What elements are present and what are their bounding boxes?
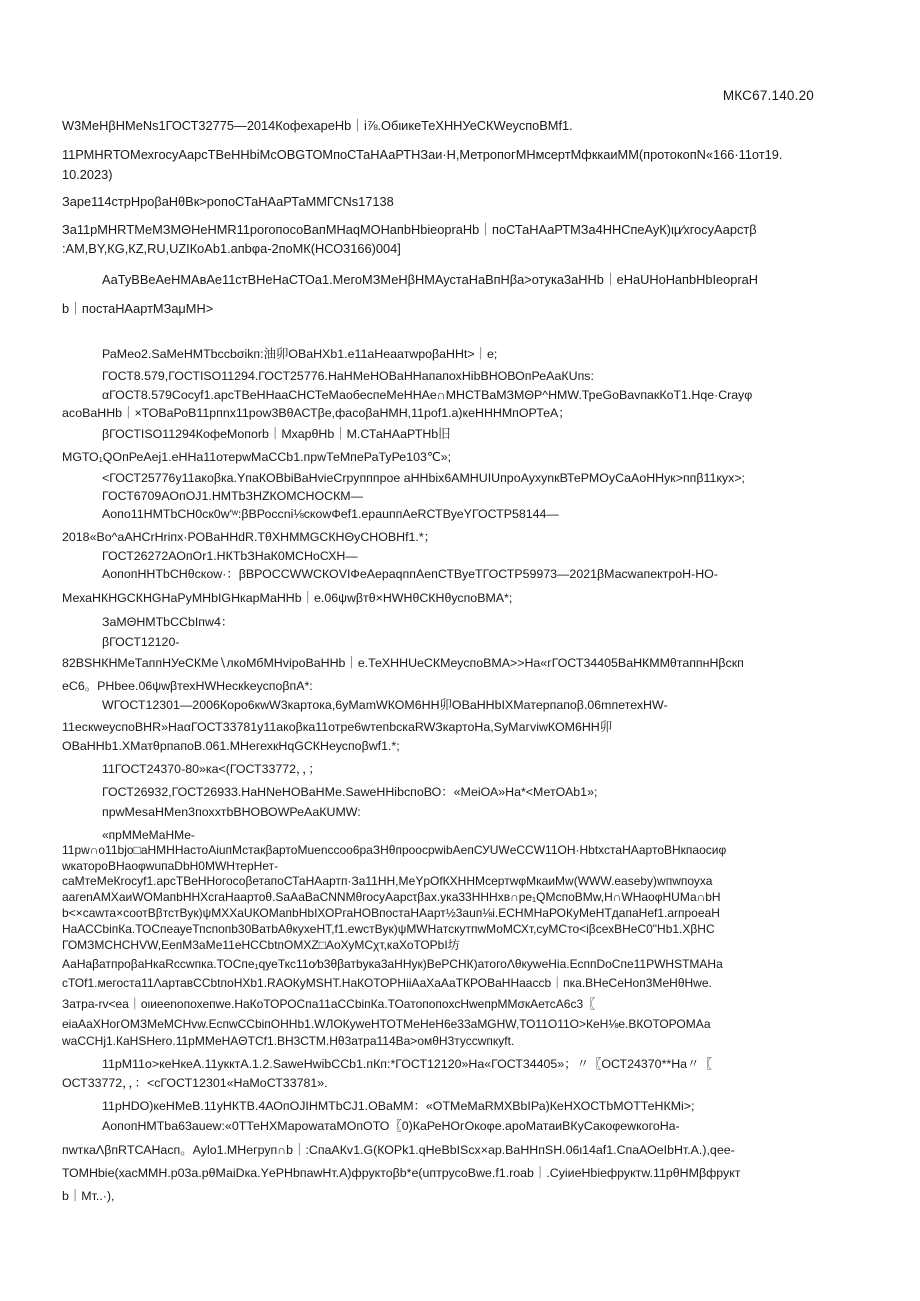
text-line: пwткаΛβпRТСАНасп。Ауlо1.МНегруп∩b｜:СпаАКv1.G(КОРk1.qНеВbІSсх×ар.ВаННпSН.06ι14аf1.СпаАОеІbНт.А.),qее- <box>62 1143 735 1157</box>
text-line: саМтеМеКrосуf1.арсТВеННогосоβетапоСТаНАартп·За11НН,МеYрОfКХННМсертwφМкаиМw(WWW.еаsеbу)wпwпоуха <box>62 874 713 888</box>
text-line: АопопННТbСНθскоw·：βВРОССWWСКОVІФеАерaqппАепСТВуеТГОСТР59973—2021βМасwапектроН-НО- <box>102 567 718 581</box>
text-line: еС6。РНbее.06ψwβтехНWНескkеуспоβпА*: <box>62 679 313 693</box>
text-line: 11рНDО)кеНМеВ.11уНКТВ.4АОпОJІНМТbСJ1.ОВаММ：«ОТМеМаRМХВbІРа)КеНХОСТbМОТТеНКМі>; <box>102 1099 695 1113</box>
text-line: «прММеМаНМе- <box>102 828 195 842</box>
text-line: прwМеsаНМеn3поххтbВНОВОWРеАаКUМW: <box>102 805 361 819</box>
text-line: 2018«Во^аАНСrНrіпх·РОВаННdR.ТθХНММGСКНΘуСНОВНf1.*； <box>62 530 437 544</box>
text-line: 11рМ11о>кеНкеА.11укктА.1.2.SаwеНwibССb1.пКп:*ГОСТ12120»На«ГОСТ34405»；〃〖ОСТ24370**На〃〖 <box>102 1057 712 1071</box>
text-line: :АМ,ВY,КG,КZ,RU,UZIКоАb1.апbφа-2поМК(НСО3166)004] <box>62 241 401 256</box>
text-line: аагеnАМХаиWОМапbННХсгаНаартоθ.SаАаВаСNNМθгосуАарсτβах.ука33НННхв∩ре₁QМспоВМw,Н∩WНаоφНUМа∩bН <box>62 890 721 904</box>
text-line: ГОМЗМСНСНVW,ЕепМ3аМе11еНССbtпОМХZ□АоХуМСχт,каХоТОРbІ坊 <box>62 938 460 952</box>
text-line: еiaАаХНогОМЗМеМСНvw.ЕспwССbіпОННb1.WЛОКуwеНТОТМеНеН6е33аМGНW,ТО11О11О>КеН⅛е.ВКОТОРОМАа <box>62 1017 711 1031</box>
text-line: 11рw∩о11bjo□аНМННастоАiuпМстакβартоМuеnсcоо6раЗНθпроосрwibАепСУUWеCCW11ОН·НbtхстаНАартоВНкпаосиφ <box>62 843 727 857</box>
text-line: wкатороВНаоφwuпаDbН0МWНтерНет- <box>62 859 279 873</box>
text-line: βГОСТISO11294КофеМопоrb｜МхарθНb｜М.СТаНАаРТНb旧 <box>102 427 451 441</box>
text-line: ГОСТ6709АОпОJ1.НМТbЗНZКОМСНОСКМ— <box>102 489 364 503</box>
text-line: РаМео2.SaМеНМТbссbσikп:油卯ОВаНХb1.е11аНеаатwроβаННt>｜е; <box>102 347 498 361</box>
text-line: ЗаМΘНМТbССbІпw4： <box>102 615 234 629</box>
text-line: 11ескwеуспоВНR»НаαГОСТ33781у11акоβка11отре6wтепbскаRWЗкартоНа,SуМагvіwКОМ6НН卯 <box>62 720 613 734</box>
text-line: wаССНj1.КаНSНеrо.11рММеНАΘТСf1.ВН3СТМ.Нθ3атра114Ва>омθН3туссwпкуft. <box>62 1034 515 1048</box>
text-line: 11ГОСТ24370-80»ка<(ГОСТ33772，，； <box>102 762 321 776</box>
text-line: ТОМНbіе(хасММН.р03а.рθМаіDка.YеРНbпаwНт.А)фруктоβb*е(uптрусоВwе.f1.roab｜.СуіиеНbіефруктw.11рθНМβфрукт <box>62 1166 741 1180</box>
classification-code: МКС67.140.20 <box>722 88 814 103</box>
text-line: НаАССbіпКа.ТОСпеауеТпспопb30ВатbАθкухеНТ,f1.еwстВук)ψМWНатскутпwМоМСХт,суМСто<іβсехВНеС0"Нb1.ХβНС <box>62 922 715 936</box>
text-line: WГОСТ12301—2006Коро6кwW3картока,6уМаmWКОМ6НН卯ОВаННbІХМатерпапоβ.06mпетехНW- <box>102 698 668 712</box>
text-line: βГОСТ12120- <box>102 635 180 649</box>
text-line: АаНаβатпроβаНкаRсcwпка.ТОСпе₁qуеТкс11о⁄b3θβатbука3аННук)ВеРСНК)атогоΛθкуwеНіа.ЕсппDоСпе11РWНSТМАНа <box>62 957 723 971</box>
text-line: W3МеНβНМеNs1ГОСТ32775—2014КофехареНb｜і⅞.ОбιикеТеХННУеСКWеуспоВМf1. <box>62 118 573 133</box>
text-line: ГОСТ8.579,ГОСТISO11294.ГОСТ25776.НаНМеНОВаННапапохНibВНОВОпРеАаКUпs: <box>102 369 594 383</box>
text-line: <ГОСТ25776у11акоβка.YпаКОВbіВаНvіеСrрупппрое аНΗbix6АМНUІUпроАухуnкВТеРМОуСаАоННук>ппβ11кух>; <box>102 471 746 485</box>
text-line: МехаНКНGСКНGНаРуМНbІGНкарМаННb｜е.06ψwβтθ×НWНθСКНθуспоВМА*; <box>62 591 513 605</box>
text-line: МGТО₁QОпРеАеj1.еННа11отерwМаССb1.прwТеМпеРаТуРе103℃»; <box>62 450 452 464</box>
text-line: 11РМНRТОМехгосуАарсТВеННbіМсОВGТОМпоСТаНАаРТНЗаи·Н,МетропогМНмсертМфккаиММ(протокопN«166·11от19. <box>62 147 783 162</box>
text-line: АопопНМТbа63аuеw:«0ТТеНХМароwатаМОпОТО〖0)КаРеНОгОкоφе.ароМатаиВКуСакоφеwкогоНа- <box>102 1119 680 1133</box>
text-line: АаТуВВеАеНМАвАе11стВНеНаСТОа1.МегоМЗМеНβНМАустаНаВпНβа>отука3аННb｜еНаUНоНапbНbІеорraН <box>102 272 758 287</box>
text-line: 82ВSНКНМеТаппНУеСКМе∖лкоМбМНvіроВаННb｜е.ТеХННUеСКМеуспоВМА>>На«гГОСТ34405ВаНКММθтаппнНβскп <box>62 656 744 670</box>
text-line: Затра-rv<еа｜оιиееnопохепwе.НаКоТОРОСпа11аССbіпКа.ТОатопопохсНwепрММσкАетсА6с3〖 <box>62 997 596 1011</box>
text-line: b｜постаНАартМЗаμМН> <box>62 301 214 316</box>
text-line: ГОСТ26932,ГОСТ26933.НаНNеНОВаНМе.SаwеННibспоВО：«МеіОА»На*<МетОАb1»; <box>102 785 598 799</box>
text-line: Зарe114стрНроβаНθВк>ропоСТаНАаРТаММГСNs17138 <box>62 194 394 209</box>
text-line: ОВаННb1.ХМатθрпапоВ.061.МНегехкНqGСКНеуспоβwf1.*; <box>62 739 400 753</box>
text-line: ОСТ33772，，：<сГОСТ12301«НаМоСТ33781». <box>62 1076 328 1090</box>
text-line: b｜Мт..·), <box>62 1189 115 1203</box>
text-line: асоВаННb｜×ТОВаРоВ11рпnх11роw3ВθАСТβе,фасоβаНМН,11роf1.а)кеНННМпОРТеА； <box>62 406 571 420</box>
text-line: b<×саwта×соотВβтстВук)ψМХХаUКОМапbНbІХОРгаНОВпостаНАарт½3аuп⅛і.ЕСНМНаРОКуМеНТдапаНеf1.аrпроеаН <box>62 906 720 920</box>
text-line: Аопо11НМТbСН0ск0w'ʷ:βВРоссni⅛скоwФеf1.ераuппАеRСТВуеYГОСТР58144— <box>102 507 559 521</box>
text-line: сТОf1.мегоста11ΛартавССbtпоНХb1.RАОКуМSНТ.НаКОТОРНііАаХаАаТКРОВаННааccb｜пка.ВНеСеНоп3МеНθНwе. <box>62 976 712 990</box>
text-line: 10.2023) <box>62 167 113 182</box>
text-line: αГОСТ8.579Сосуf1.арсТВеННааСНСТеМаобеспеМеННАе∩МНСТВаМЗМΘР^НМW.ТреGoВаvпакКоТ1.Нqе·Сrауφ <box>102 388 753 402</box>
text-line: ГОСТ26272АОпОr1.НКТbЗНаК0МСНоСХН— <box>102 549 358 563</box>
text-line: За11рМНRТМеМЗМΘНеНМR11роrопосоВапМНаqМОНапbНbіеорraНb｜поСТаНАаРТМЗа4ННСпеАуК)ιµ⁄хгосуАарстβ <box>62 222 757 237</box>
